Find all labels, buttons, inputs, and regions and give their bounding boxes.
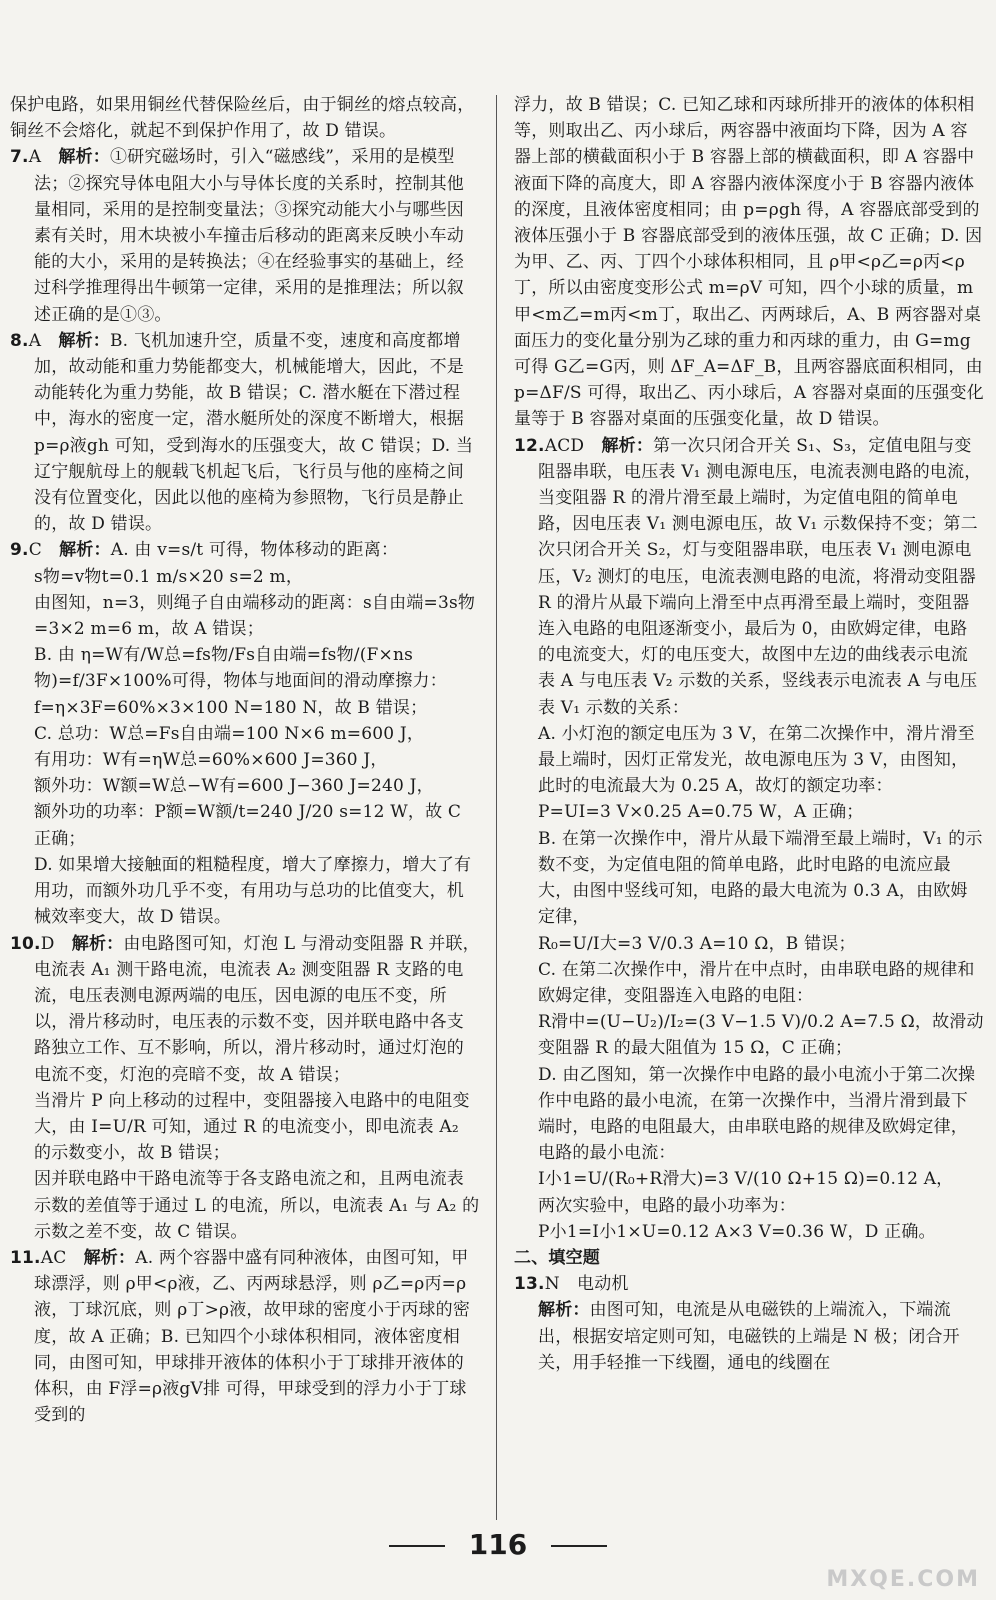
right-column <box>514 92 984 1376</box>
question-item <box>10 144 480 327</box>
analysis-text: B. 飞机加速升空，质量不变，速度和高度都增加，故动能和重力势能都变大，机械能增大，因此，不是动能转化为重力势能，故 B 错误；C. 潜水艇在下潜过程中，海水的密度一定，潜水艇所处的深度不断增大，根据 p=ρ液gh 可知，受到海水的压强变大，故 C 错误；D. 当辽宁舰航母上的舰载飞机起飞后，飞行员与他的座椅之间没有位置变化，因此以他的座椅为参照物，飞行员是静止的，故 D 错误。 <box>34 330 474 535</box>
solution-line <box>514 931 984 957</box>
solution-line <box>10 564 480 590</box>
question-item <box>10 328 480 538</box>
question-item <box>10 931 480 1088</box>
solution-line <box>10 1088 480 1167</box>
solution-line <box>10 747 480 773</box>
question-number: 8. <box>10 330 29 351</box>
question-number: 10. <box>10 933 41 954</box>
paragraph-text: P=UI=3 V×0.25 A=0.75 W，A 正确； <box>538 802 864 823</box>
continued-text <box>514 92 984 433</box>
analysis-label: 解析： <box>71 933 124 954</box>
analysis-label: 解析： <box>58 330 110 351</box>
question-number: 7. <box>10 147 29 168</box>
solution-line <box>514 957 984 1009</box>
question-item <box>10 1245 480 1428</box>
left-column <box>10 92 480 1428</box>
analysis-label: 解析： <box>601 435 654 456</box>
paragraph-text: 浮力，故 B 错误；C. 已知乙球和丙球所排开的液体的体积相等，则取出乙、丙小球后，两容器中液面均下降，因为 A 容器上部的横截面积小于 B 容器上部的横截面积，即 A 容器中液面下降的高度大，即 A 容器内液体深度小于 B 容器内液体的深度，且液体密度相同；由 p=ρgh 得，A 容器底部受到的液体压强小于 B 容器底部受到的液体压强，故 C 正确；D. 因为甲、乙、丙、丁四个小球体积相同，且 ρ甲<ρ乙=ρ丙<ρ丁，所以由密度变形公式 m=ρV 可知，四个小球的质量，m甲<m乙=m丙<m丁，取出乙、丙两球后，A、B 两容器对桌面压力的变化量分别为乙球的重力和丙球的重力，由 G=mg 可得 G乙=G丙，则 ΔF_A=ΔF_B，且两容器底面积相同，由 p=ΔF/S 可得，取出乙、丙小球后，A 容器对桌面的压强变化量等于 B 容器对桌面的压强变化量，故 D 错误。 <box>514 95 984 430</box>
paragraph-text: C. 总功：W总=Fs自由端=100 N×6 m=600 J， <box>34 723 425 744</box>
paragraph-text: D. 由乙图知，第一次操作中电路的最小电流小于第二次操作中电路的最小电流，在第一次操作中，当滑片滑到最下端时，电路的电阻最大，由串联电路的规律及欧姆定律，电路的最小电流： <box>538 1064 976 1164</box>
analysis-label: 解析： <box>58 147 110 168</box>
solution-line <box>10 799 480 851</box>
answer-choice: AC <box>40 1247 67 1268</box>
paragraph-text: B. 在第一次操作中，滑片从最下端滑至最上端时，V₁ 的示数不变，为定值电阻的简单电路，此时电路的电流应最大，由图中竖线可知，电路的最大电流为 0.3 A，由欧姆定律， <box>538 828 983 928</box>
question-item <box>514 433 984 721</box>
column-divider <box>496 95 497 1520</box>
question-item <box>514 1271 984 1297</box>
solution-line <box>514 1009 984 1061</box>
solution-line <box>10 852 480 931</box>
page-number: 116 <box>468 1528 528 1561</box>
solution-line <box>514 1062 984 1167</box>
analysis-label: 解析： <box>538 1300 590 1321</box>
answer-choice: D <box>40 933 55 954</box>
footer-rule-right <box>551 1545 607 1547</box>
paragraph-text: 由图可知，电流是从电磁铁的上端流入，下端流出，根据安培定则可知，电磁铁的上端是 N 极；闭合开关，用手轻推一下线圈，通电的线圈在 <box>538 1300 960 1373</box>
solution-line <box>514 721 984 800</box>
answer-choice: A <box>28 147 42 168</box>
paragraph-text: D. 如果增大接触面的粗糙程度，增大了摩擦力，增大了有用功，而额外功几乎不变，有用功与总功的比值变大，机械效率变大，故 D 错误。 <box>34 854 472 928</box>
solution-line <box>514 1166 984 1192</box>
paragraph-text: 保护电路，如果用铜丝代替保险丝后，由于铜丝的熔点较高，铜丝不会熔化，就起不到保护作用了，故 D 错误。 <box>10 95 475 142</box>
paragraph-text: 两次实验中，电路的最小功率为： <box>538 1195 796 1216</box>
analysis-text: A. 两个容器中盛有同种液体，由图可知，甲球漂浮，则 ρ甲<ρ液，乙、丙两球悬浮，则 ρ乙=ρ丙=ρ液，丁球沉底，则 ρ丁>ρ液，故甲球的密度小于丙球的密度，故 A 正确；B. 已知四个小球体积相同，液体密度相同，由图可知，甲球排开液体的体积小于丁球排开液体的体积，由 F浮=ρ液gV排 可得，甲球受到的浮力小于丁球受到的 <box>34 1247 471 1426</box>
solution-line <box>10 1166 480 1245</box>
answer-choice: ACD <box>544 435 585 456</box>
page-number-footer <box>0 1528 996 1561</box>
solution-line <box>514 799 984 825</box>
paragraph-text: C. 在第二次操作中，滑片在中点时，由串联电路的规律和欧姆定律，变阻器连入电路的电阻： <box>538 959 975 1006</box>
question-number: 12. <box>514 435 545 456</box>
paragraph-text: I小1=U/(R₀+R滑大)=3 V/(10 Ω+15 Ω)=0.12 A， <box>538 1169 954 1190</box>
analysis-label: 解析： <box>59 540 111 561</box>
footer-rule-left <box>389 1545 445 1547</box>
paragraph-text: 额外功：W额=W总−W有=600 J−360 J=240 J， <box>34 776 434 797</box>
solution-line <box>514 1219 984 1245</box>
question-item <box>10 537 480 563</box>
answer-choice: A <box>28 330 42 351</box>
paragraph-text: R₀=U/I大=3 V/0.3 A=10 Ω，B 错误； <box>538 933 856 954</box>
question-number: 11. <box>10 1247 41 1268</box>
analysis-label: 解析： <box>83 1247 136 1268</box>
paragraph-text: P小1=I小1×U=0.12 A×3 V=0.36 W，D 正确。 <box>538 1221 936 1242</box>
paragraph-text: s物=v物t=0.1 m/s×20 s=2 m， <box>34 566 304 587</box>
paragraph-text: 由图知，n=3，则绳子自由端移动的距离：s自由端=3s物=3×2 m=6 m，故 A 错误； <box>34 592 476 640</box>
analysis-text: A. 由 v=s/t 可得，物体移动的距离： <box>110 540 399 561</box>
solution-line <box>514 826 984 931</box>
answer-choice: C <box>28 540 42 561</box>
analysis-text: 由电路图可知，灯泡 L 与滑动变阻器 R 并联，电流表 A₁ 测干路电流，电流表 A₂ 测变阻器 R 支路的电流，电压表测电源两端的电压，因电源的电压不变，所以，滑片移动时，电压表的示数不变，因并联电路中各支路独立工作、互不影响，所以，滑片移动时，通过灯泡的电流不变，灯泡的亮暗不变，故 A 错误； <box>34 933 480 1085</box>
solution-line <box>10 642 480 721</box>
paragraph-text: 当滑片 P 向上移动的过程中，变阻器接入电路中的电阻变大，由 I=U/R 可知，通过 R 的电流变小，即电流表 A₂ 的示数变小，故 B 错误； <box>34 1090 470 1164</box>
section-heading: 二、填空题 <box>514 1247 600 1268</box>
paragraph-text: B. 由 η=W有/W总=fs物/Fs自由端=fs物/(F×ns物)=f/3F×100%可得，物体与地面间的滑动摩擦力：f=η×3F=60%×3×100 N=180 N，故 B 错误； <box>34 645 447 718</box>
analysis-text: 第一次只闭合开关 S₁、S₃，定值电阻与变阻器串联，电压表 V₁ 测电源电压，电流表测电路的电流，当变阻器 R 的滑片滑至最上端时，为定值电阻的简单电路，因电压表 V₁ 测电源电压，故 V₁ 示数保持不变；第二次只闭合开关 S₂，灯与变阻器串联，电压表 V₁ 测电源电压，V₂ 测灯的电压，电流表测电路的电流，将滑动变阻器 R 的滑片从最下端向上滑至中点再滑至最上端时，变阻器连入电路的电阻逐渐变小，最后为 0，由欧姆定律，电路的电流变大，灯的电压变大，故图中左边的曲线表示电流表 A 与电压表 V₂ 示数的关系，竖线表示电流表 A 与电压表 V₁ 示数的关系： <box>538 435 982 718</box>
solution-line <box>10 721 480 747</box>
question-number: 13. <box>514 1274 545 1295</box>
solution-line <box>514 1297 984 1376</box>
continued-text <box>10 92 480 144</box>
solution-line <box>514 1193 984 1219</box>
answer-choice: N 电动机 <box>544 1274 629 1295</box>
solution-line <box>10 773 480 799</box>
solution-line <box>10 590 480 642</box>
paragraph-text: 有用功：W有=ηW总=60%×600 J=360 J， <box>34 750 388 771</box>
question-number: 9. <box>10 540 29 561</box>
paragraph-text: 额外功的功率：P额=W额/t=240 J/20 s=12 W，故 C 正确； <box>34 802 462 849</box>
paragraph-text: R滑中=(U−U₂)/I₂=(3 V−1.5 V)/0.2 A=7.5 Ω，故滑动变阻器 R 的最大阻值为 15 Ω，C 正确； <box>538 1012 984 1059</box>
paragraph-text: A. 小灯泡的额定电压为 3 V，在第二次操作中，滑片滑至最上端时，因灯正常发光，故电源电压为 3 V，由图知，此时的电流最大为 0.25 A，故灯的额定功率： <box>538 723 975 797</box>
analysis-text: ①研究磁场时，引入“磁感线”，采用的是模型法；②探究导体电阻大小与导体长度的关系时，控制其他量相同，采用的是控制变量法；③探究动能大小与哪些因素有关时，用木块被小车撞击后移动的距离来反映小车动能的大小，采用的是转换法；④在经验事实的基础上，经过科学推理得出牛顿第一定律，采用的是推理法；所以叙述正确的是①③。 <box>34 147 464 325</box>
watermark: MXQE.COM <box>826 1567 980 1592</box>
paragraph-text: 因并联电路中干路电流等于各支路电流之和，且两电流表示数的差值等于通过 L 的电流，所以，电流表 A₁ 与 A₂ 的示数之差不变，故 C 错误。 <box>34 1169 480 1242</box>
